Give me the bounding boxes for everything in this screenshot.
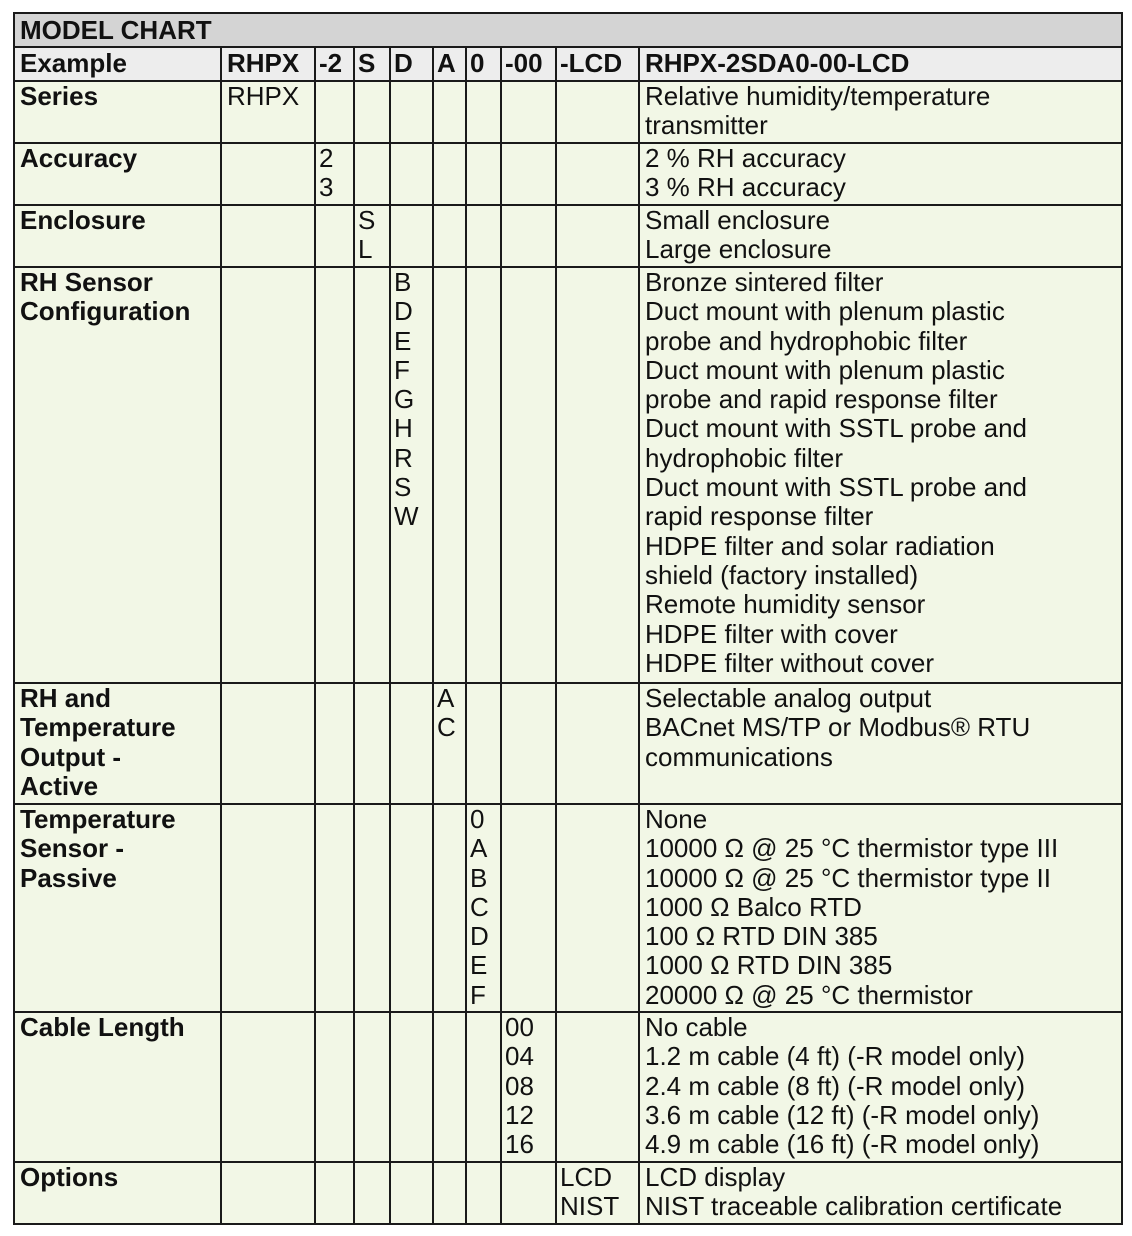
description-line: 2 % RH accuracy xyxy=(645,143,846,173)
empty-cell xyxy=(354,1162,390,1224)
empty-cell xyxy=(501,1162,556,1224)
description-line: Duct mount with plenum plastic xyxy=(645,296,1005,327)
empty-cell xyxy=(466,143,501,205)
empty-cell xyxy=(315,683,354,804)
code-value: C xyxy=(437,712,456,743)
empty-cell xyxy=(501,683,556,804)
code-value: D xyxy=(394,296,413,327)
code-cell xyxy=(466,804,501,1012)
category-line: Series xyxy=(20,81,99,111)
empty-cell xyxy=(315,81,354,143)
empty-cell xyxy=(556,1012,639,1162)
row-category xyxy=(14,1162,221,1224)
code-value: A xyxy=(437,683,455,713)
empty-cell xyxy=(433,1012,466,1162)
empty-cell xyxy=(433,1162,466,1224)
description-line: Large enclosure xyxy=(645,234,832,265)
row-category xyxy=(14,81,221,143)
description-line: No cable xyxy=(645,1012,748,1042)
empty-cell xyxy=(315,1012,354,1162)
code-value: 0 xyxy=(470,804,485,834)
option-row xyxy=(14,683,1122,804)
description-line: 1000 Ω Balco RTD xyxy=(645,891,862,922)
description-line: 10000 Ω @ 25 °C thermistor type III xyxy=(645,833,1059,864)
example-part: -LCD xyxy=(556,47,639,81)
empty-cell xyxy=(315,267,354,683)
empty-cell xyxy=(390,1012,433,1162)
empty-cell xyxy=(466,81,501,143)
code-value: 08 xyxy=(505,1070,534,1101)
code-value: S xyxy=(358,205,376,235)
description-line: shield (factory installed) xyxy=(645,559,919,590)
option-row xyxy=(14,205,1122,267)
empty-cell xyxy=(466,1162,501,1224)
code-cell xyxy=(390,267,433,683)
description-line: BACnet MS/TP or Modbus® RTU xyxy=(645,712,1031,743)
code-cell xyxy=(433,683,466,804)
empty-cell xyxy=(556,81,639,143)
description-line: 1000 Ω RTD DIN 385 xyxy=(645,950,893,981)
description-line: 10000 Ω @ 25 °C thermistor type II xyxy=(645,862,1051,893)
example-row xyxy=(14,47,1122,81)
description-line: LCD display xyxy=(645,1162,786,1192)
empty-cell xyxy=(466,267,501,683)
description-line: rapid response filter xyxy=(645,501,874,532)
empty-cell xyxy=(556,267,639,683)
description-line: 3 % RH accuracy xyxy=(645,172,846,203)
example-part: -00 xyxy=(501,47,556,81)
description-line: 20000 Ω @ 25 °C thermistor xyxy=(645,979,973,1010)
empty-cell xyxy=(315,1162,354,1224)
code-value: B xyxy=(394,267,412,297)
category-line: Active xyxy=(20,770,99,801)
row-category xyxy=(14,205,221,267)
empty-cell xyxy=(221,205,315,267)
category-line: RH Sensor xyxy=(20,267,153,297)
option-row xyxy=(14,267,1122,683)
model-chart-table xyxy=(13,12,1123,1225)
code-value: 2 xyxy=(319,143,334,173)
code-value: 12 xyxy=(505,1099,534,1130)
empty-cell xyxy=(390,804,433,1012)
row-category xyxy=(14,1012,221,1162)
row-category xyxy=(14,683,221,804)
empty-cell xyxy=(433,267,466,683)
empty-cell xyxy=(556,143,639,205)
empty-cell xyxy=(556,205,639,267)
description-line: NIST traceable calibration certificate xyxy=(645,1191,1063,1222)
row-description xyxy=(639,267,1122,683)
empty-cell xyxy=(466,683,501,804)
empty-cell xyxy=(390,1162,433,1224)
empty-cell xyxy=(501,143,556,205)
code-cell xyxy=(354,205,390,267)
description-line: Duct mount with SSTL probe and xyxy=(645,413,1028,444)
code-value: D xyxy=(470,921,489,952)
code-value: E xyxy=(394,325,412,356)
row-category xyxy=(14,267,221,683)
empty-cell xyxy=(221,683,315,804)
code-value: A xyxy=(470,833,488,864)
empty-cell xyxy=(354,683,390,804)
code-value: NIST xyxy=(560,1191,620,1222)
code-cell xyxy=(221,81,315,143)
empty-cell xyxy=(354,1012,390,1162)
example-label: Example xyxy=(14,47,221,81)
description-line: None xyxy=(645,804,708,834)
code-value: 00 xyxy=(505,1012,534,1042)
empty-cell xyxy=(354,81,390,143)
code-value: RHPX xyxy=(227,81,300,111)
description-line: Duct mount with plenum plastic xyxy=(645,354,1005,385)
category-line: Accuracy xyxy=(20,143,138,173)
code-value: R xyxy=(394,442,413,473)
row-description xyxy=(639,205,1122,267)
description-line: 2.4 m cable (8 ft) (-R model only) xyxy=(645,1070,1026,1101)
empty-cell xyxy=(501,804,556,1012)
code-value: E xyxy=(470,950,488,981)
code-value: S xyxy=(394,472,412,503)
option-row xyxy=(14,1162,1122,1224)
example-part: 0 xyxy=(466,47,501,81)
empty-cell xyxy=(433,81,466,143)
empty-cell xyxy=(315,205,354,267)
row-category xyxy=(14,143,221,205)
description-line: 3.6 m cable (12 ft) (-R model only) xyxy=(645,1099,1040,1130)
row-description xyxy=(639,1162,1122,1224)
empty-cell xyxy=(433,205,466,267)
category-line: RH and xyxy=(20,683,111,713)
description-line: probe and rapid response filter xyxy=(645,384,998,415)
code-value: LCD xyxy=(560,1162,613,1192)
code-value: F xyxy=(394,354,410,385)
example-part: RHPX xyxy=(221,47,315,81)
category-line: Cable Length xyxy=(20,1012,185,1042)
category-line: Output - xyxy=(20,741,122,772)
option-row xyxy=(14,804,1122,1012)
chart-title-row xyxy=(14,13,1122,47)
empty-cell xyxy=(466,205,501,267)
code-value: F xyxy=(470,979,486,1010)
empty-cell xyxy=(390,683,433,804)
category-line: Enclosure xyxy=(20,205,146,235)
code-value: 04 xyxy=(505,1041,534,1072)
category-line: Configuration xyxy=(20,296,191,327)
description-line: HDPE filter with cover xyxy=(645,618,898,649)
empty-cell xyxy=(390,143,433,205)
empty-cell xyxy=(221,1162,315,1224)
example-full-model: RHPX-2SDA0-00-LCD xyxy=(639,47,1122,81)
empty-cell xyxy=(433,804,466,1012)
category-line: Options xyxy=(20,1162,119,1192)
empty-cell xyxy=(556,804,639,1012)
code-cell xyxy=(501,1012,556,1162)
row-description xyxy=(639,683,1122,804)
description-line: Small enclosure xyxy=(645,205,830,235)
category-line: Temperature xyxy=(20,712,176,743)
empty-cell xyxy=(315,804,354,1012)
description-line: HDPE filter without cover xyxy=(645,647,934,678)
description-line: Duct mount with SSTL probe and xyxy=(645,472,1028,503)
option-row xyxy=(14,1012,1122,1162)
code-cell xyxy=(315,143,354,205)
empty-cell xyxy=(221,1012,315,1162)
description-line: Relative humidity/temperature xyxy=(645,81,991,111)
chart-title: MODEL CHART xyxy=(14,13,1122,47)
option-row xyxy=(14,81,1122,143)
empty-cell xyxy=(354,804,390,1012)
description-line: probe and hydrophobic filter xyxy=(645,325,968,356)
description-line: 4.9 m cable (16 ft) (-R model only) xyxy=(645,1129,1040,1160)
empty-cell xyxy=(221,143,315,205)
code-value: 3 xyxy=(319,172,334,203)
empty-cell xyxy=(433,143,466,205)
empty-cell xyxy=(556,683,639,804)
code-value: H xyxy=(394,413,413,444)
row-description xyxy=(639,143,1122,205)
code-value: W xyxy=(394,501,419,532)
description-line: 1.2 m cable (4 ft) (-R model only) xyxy=(645,1041,1026,1072)
code-value: B xyxy=(470,862,488,893)
row-category xyxy=(14,804,221,1012)
code-cell xyxy=(556,1162,639,1224)
empty-cell xyxy=(221,804,315,1012)
empty-cell xyxy=(221,267,315,683)
empty-cell xyxy=(466,1012,501,1162)
description-line: HDPE filter and solar radiation xyxy=(645,530,995,561)
code-value: L xyxy=(358,234,373,265)
example-part: S xyxy=(354,47,390,81)
description-line: 100 Ω RTD DIN 385 xyxy=(645,921,878,952)
description-line: communications xyxy=(645,741,833,772)
example-part: A xyxy=(433,47,466,81)
description-line: Selectable analog output xyxy=(645,683,932,713)
example-part: D xyxy=(390,47,433,81)
empty-cell xyxy=(354,267,390,683)
row-description xyxy=(639,1012,1122,1162)
empty-cell xyxy=(501,81,556,143)
empty-cell xyxy=(390,81,433,143)
category-line: Temperature xyxy=(20,804,176,834)
description-line: Remote humidity sensor xyxy=(645,589,926,620)
code-value: G xyxy=(394,384,415,415)
description-line: Bronze sintered filter xyxy=(645,267,884,297)
row-description xyxy=(639,81,1122,143)
description-line: transmitter xyxy=(645,110,768,141)
description-line: hydrophobic filter xyxy=(645,442,843,473)
empty-cell xyxy=(390,205,433,267)
code-value: 16 xyxy=(505,1129,534,1160)
empty-cell xyxy=(501,205,556,267)
category-line: Sensor - xyxy=(20,833,125,864)
empty-cell xyxy=(354,143,390,205)
code-value: C xyxy=(470,891,489,922)
row-description xyxy=(639,804,1122,1012)
category-line: Passive xyxy=(20,862,117,893)
example-part: -2 xyxy=(315,47,354,81)
empty-cell xyxy=(501,267,556,683)
option-row xyxy=(14,143,1122,205)
